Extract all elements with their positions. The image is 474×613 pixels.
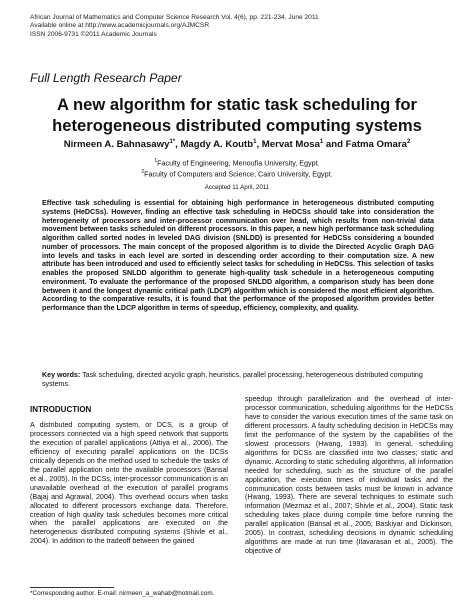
corresponding-author-footnote: *Corresponding author. E-mail: nirmeen_a_wahab@hotmail.com.	[30, 590, 215, 597]
journal-issn-line: ISSN 2006-9731 ©2011 Academic Journals	[30, 30, 157, 38]
journal-url-line: Available online at http://www.academicjournals.org/AJMCSR	[30, 22, 210, 30]
affiliation-1	[20, 157, 454, 168]
author-1-mark: 1*	[169, 139, 176, 145]
abstract-text: Effective task scheduling is essential for obtaining high performance in heterogeneous distributed computing systems (HeDCSs). However, finding an effective task scheduling in HeDCSs should take into consideration the heterogeneity of processors and inter-processor communication over head, which results from non-trivial data movement between tasks scheduled on different processors. In this paper, a new high performance task scheduling algorithm called sorted nodes in leveled DAG division (SNLDD) is presented for HeDCSs considering a bounded number of processors. The main concept of the proposed algorithm is to divide the Directed Acyclic Graph DAG into levels and tasks in each level are sorted in descending order according to their computation size. A new attribute has been introduced and used to efficiently select tasks for scheduling in HeDCSs. This selection of tasks enables the proposed SNLDD algorithm to generate high-quality task schedule in a heterogeneous computing environment. To evaluate the performance of the proposed SNLDD algorithm, a comparison study has been done between it and the longest dynamic critical path (LDCP) algorithm which is considered the most efficient algorithm. According to the comparative results, it is found that the performance of the proposed algorithm provides better performance than the LDCP algorithm in terms of speedup, efficiency, complexity, and quality.	[42, 199, 434, 312]
keywords-label: Key words:	[42, 371, 81, 379]
author-list	[20, 139, 454, 150]
affiliation-1-text: Faculty of Engineering, Menoufia University, Egypt.	[157, 158, 320, 168]
title-line-1: A new algorithm for static task scheduling for	[57, 95, 417, 114]
accepted-date: Accepted 11 April, 2011	[204, 184, 270, 191]
affiliation-2	[20, 168, 454, 179]
author-2: , Magdy A. Koutb	[175, 139, 254, 151]
keywords-block	[42, 371, 434, 388]
affiliation-2-text: Faculty of Computers and Science, Cairo University, Egypt.	[144, 168, 333, 178]
affiliation-1-mark: 1	[154, 158, 158, 164]
author-4-mark: 2	[406, 139, 411, 145]
journal-header	[30, 14, 450, 39]
author-1: Nirmeen A. Bahnasawy	[63, 139, 170, 151]
footnote-divider	[30, 587, 114, 588]
affiliation-2-mark: 2	[141, 168, 145, 175]
paper-type-label: Full Length Research Paper	[30, 71, 182, 85]
author-3-mark: 1	[319, 139, 324, 145]
journal-citation-line: African Journal of Mathematics and Computer Science Research Vol. 4(6), pp. 221-234, June 2011	[30, 14, 319, 21]
keywords-text: Task scheduling, directed acyclic graph, heuristics, parallel processing, heterogeneous distributed computing systems.	[42, 371, 423, 388]
author-2-mark: 1	[253, 139, 257, 145]
introduction-right-column: speedup through parallelization and the overhead of inter-processor communication, scheduling algorithms for the HeDCSs have to consider the various execution times of the same task on different processors. A faulty scheduling decision in HeDCSs may limit the performance of the system by the capabilities of the slowest processors (Hwang, 1993). In general, scheduling algorithms for DCSs are classified into two classes; static and dynamic. According to static scheduling algorithms, all information needed for scheduling, such as the structure of the parallel application, the execution times of individual tasks and the communication costs between tasks must be known in advance (Hwang, 1993). There are several techniques to estimate such information (Mezmaz et al., 2007; Shivle et al., 2004). Static task scheduling takes place during compile time before running the parallel application (Bansal et al., 2005; Baskiyar and Dickinson, 2005). In contrast, scheduling decisions in dynamic scheduling algorithms are made at run time (Ilavarasan et al., 2005). The objective of	[245, 395, 453, 556]
introduction-heading: INTRODUCTION	[30, 405, 92, 414]
introduction-left-column: A distributed computing system, or DCS, is a group of processors connected via a high speed network that supports the execution of parallel applications (Attiya et al., 2006). The efficiency of executing parallel applications on the DCSs critically depends on the method used to schedule the tasks of the parallel application onto the available processors (Bansal et al., 2005). In the DCSs, inter-processor communication is an unavailable overhead of the execution of parallel programs (Bajaj and Agrawal, 2004). This overhead occurs when tasks allocated to different processors exchange data. Therefore, creation of high quality task schedules becomes more critical when the parallel applications are executed on the heterogeneous distributed computing systems (Shivle et al., 2004). In addition to the tradeoff between the gained	[30, 421, 228, 546]
affiliations	[20, 157, 454, 178]
author-4: and Fatma Omara	[323, 139, 407, 151]
author-3: , Mervat Mosa	[256, 139, 320, 151]
paper-title	[20, 95, 454, 136]
title-line-2: heterogeneous distributed computing systems	[52, 115, 422, 135]
